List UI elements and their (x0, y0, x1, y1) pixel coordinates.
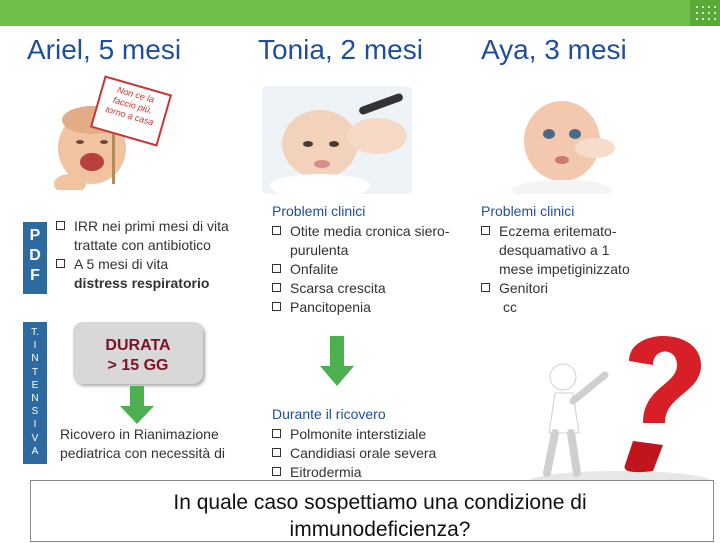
sidebar-int-letter: T. (31, 327, 39, 338)
tonia-problemi-heading: Problemi clinici (272, 203, 366, 219)
durata-label: DURATA (105, 337, 171, 354)
list-item: Onfalite (272, 260, 452, 279)
list-item-continuation: cc (503, 299, 517, 315)
list-item: Genitori (481, 279, 641, 298)
sidebar-pdf-letter: P (29, 227, 41, 244)
question-text: In quale caso sospettiamo una condizione di immunodeficienza? (173, 491, 587, 541)
dot-pattern (694, 4, 716, 22)
header-bar (0, 0, 720, 26)
ariel-history-list (56, 217, 236, 293)
list-item-text: IRR nei primi mesi di vita trattate con antibiotico (74, 218, 229, 253)
list-item: Polmonite interstiziale (272, 425, 452, 444)
sidebar-int-letter: N (31, 393, 39, 405)
sidebar-int-letter: A (31, 445, 39, 457)
sidebar-pdf (23, 222, 47, 294)
durata-value: > 15 GG (107, 357, 169, 374)
sidebar-int-letter: I (33, 340, 37, 352)
patient-name-ariel: Ariel, 5 mesi (27, 34, 182, 65)
sign-text: Non ce la faccio più, torno a casa (104, 84, 156, 128)
sidebar-terapia-intensiva (23, 322, 47, 464)
list-item: Otite media cronica siero-purulenta (272, 222, 452, 260)
list-item (56, 255, 236, 293)
sidebar-int-letter: I (33, 419, 37, 431)
aya-problem-list (481, 222, 641, 317)
question-mark-figure-icon (525, 305, 715, 495)
tonia-problem-list (272, 222, 452, 317)
tonia-ricovero-heading: Durante il ricovero (272, 406, 386, 422)
sidebar-pdf-letter: F (30, 267, 40, 284)
sidebar-int-letter: S (31, 406, 39, 418)
down-arrow-icon (120, 386, 154, 424)
sidebar-pdf-letter: D (29, 247, 41, 264)
down-arrow-icon (320, 336, 354, 386)
list-item-text: A 5 mesi di vita (74, 256, 169, 272)
ariel-ricovero-text: Ricovero in Rianimazione pediatrica con necessità di (60, 426, 225, 461)
list-item: Eczema eritemato-desquamativo a 1 mese impetiginizzato (481, 222, 641, 279)
sidebar-int-letter: N (31, 353, 39, 365)
list-item: Scarsa crescita (272, 279, 452, 298)
list-item (56, 217, 236, 255)
list-item: Candidiasi orale severa (272, 444, 452, 463)
sidebar-int-letter: E (31, 379, 39, 391)
patient-name-tonia: Tonia, 2 mesi (258, 34, 423, 65)
sidebar-int-letter: T (31, 366, 39, 378)
patient-name-aya: Aya, 3 mesi (481, 34, 627, 65)
durata-box (73, 322, 203, 384)
baby-aya-photo (487, 86, 637, 194)
sidebar-int-letter: V (31, 432, 39, 444)
baby-tonia-photo (262, 86, 412, 194)
list-item: Pancitopenia (272, 298, 452, 317)
list-item-bold-text: distress respiratorio (74, 275, 210, 291)
aya-problemi-heading: Problemi clinici (481, 203, 575, 219)
list-item: Eitrodermia (272, 463, 452, 482)
tonia-ricovero-list (272, 425, 452, 482)
